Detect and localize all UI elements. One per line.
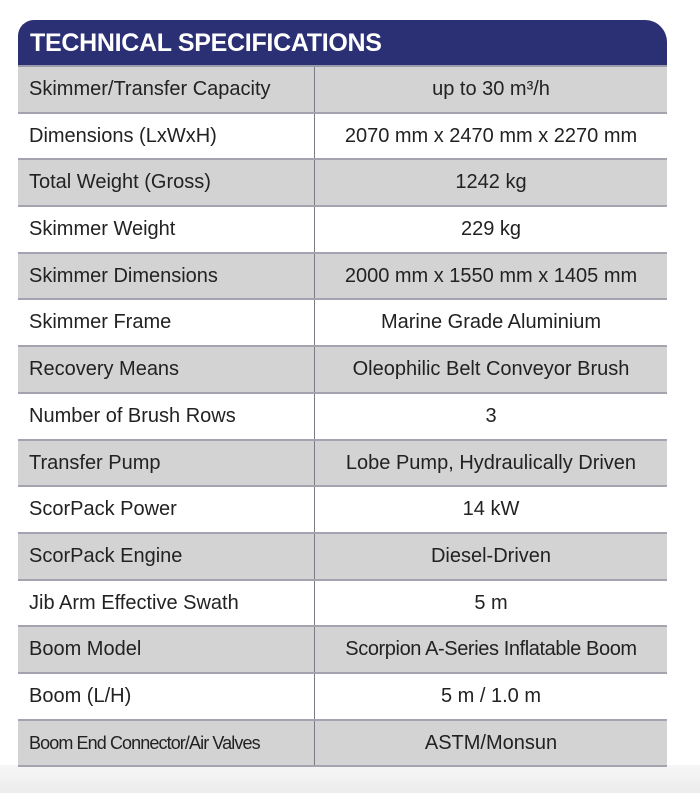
spec-row xyxy=(18,347,667,394)
spec-row xyxy=(18,394,667,441)
spec-label: Boom Model xyxy=(18,627,315,672)
spec-label: Jib Arm Effective Swath xyxy=(18,581,315,626)
spec-label: Total Weight (Gross) xyxy=(18,160,315,205)
spec-row xyxy=(18,67,667,114)
spec-label: ScorPack Power xyxy=(18,487,315,532)
spec-row xyxy=(18,581,667,628)
spec-row xyxy=(18,441,667,488)
spec-value: Lobe Pump, Hydraulically Driven xyxy=(345,451,637,474)
spec-value: 3 xyxy=(485,404,497,427)
spec-label: Dimensions (LxWxH) xyxy=(18,114,315,159)
spec-value: 229 kg xyxy=(460,218,522,241)
spec-value: ASTM/Monsun xyxy=(424,731,558,754)
spec-rows xyxy=(18,65,667,767)
spec-value: 2000 mm x 1550 mm x 1405 mm xyxy=(344,264,638,287)
bottom-background xyxy=(0,765,700,793)
spec-row xyxy=(18,300,667,347)
spec-label: Recovery Means xyxy=(18,347,315,392)
spec-value: Diesel-Driven xyxy=(430,544,552,567)
spec-label: Boom (L/H) xyxy=(18,674,315,719)
spec-title: TECHNICAL SPECIFICATIONS xyxy=(18,20,667,65)
spec-label: Number of Brush Rows xyxy=(18,394,315,439)
spec-row xyxy=(18,627,667,674)
spec-row xyxy=(18,114,667,161)
spec-row xyxy=(18,721,667,768)
spec-label: Skimmer Weight xyxy=(18,207,315,252)
spec-value: 14 kW xyxy=(462,498,520,521)
spec-value: Scorpion A-Series Inflatable Boom xyxy=(345,638,637,661)
spec-label: Boom End Connector/Air Valves xyxy=(18,721,315,766)
spec-row xyxy=(18,487,667,534)
spec-row xyxy=(18,207,667,254)
spec-value: Marine Grade Aluminium xyxy=(380,311,602,334)
spec-row xyxy=(18,674,667,721)
spec-label: ScorPack Engine xyxy=(18,534,315,579)
spec-row xyxy=(18,254,667,301)
spec-value: 2070 mm x 2470 mm x 2270 mm xyxy=(344,124,638,147)
spec-value: 5 m xyxy=(474,591,508,614)
spec-value: up to 30 m³/h xyxy=(432,78,550,100)
spec-label: Transfer Pump xyxy=(18,441,315,486)
spec-label: Skimmer/Transfer Capacity xyxy=(18,67,315,112)
spec-row xyxy=(18,160,667,207)
spec-table xyxy=(18,20,667,767)
spec-label: Skimmer Frame xyxy=(18,300,315,345)
spec-value: 1242 kg xyxy=(455,171,527,194)
spec-value: Oleophilic Belt Conveyor Brush xyxy=(352,358,630,381)
spec-row xyxy=(18,534,667,581)
spec-value: 5 m / 1.0 m xyxy=(440,684,542,707)
spec-label: Skimmer Dimensions xyxy=(18,254,315,299)
